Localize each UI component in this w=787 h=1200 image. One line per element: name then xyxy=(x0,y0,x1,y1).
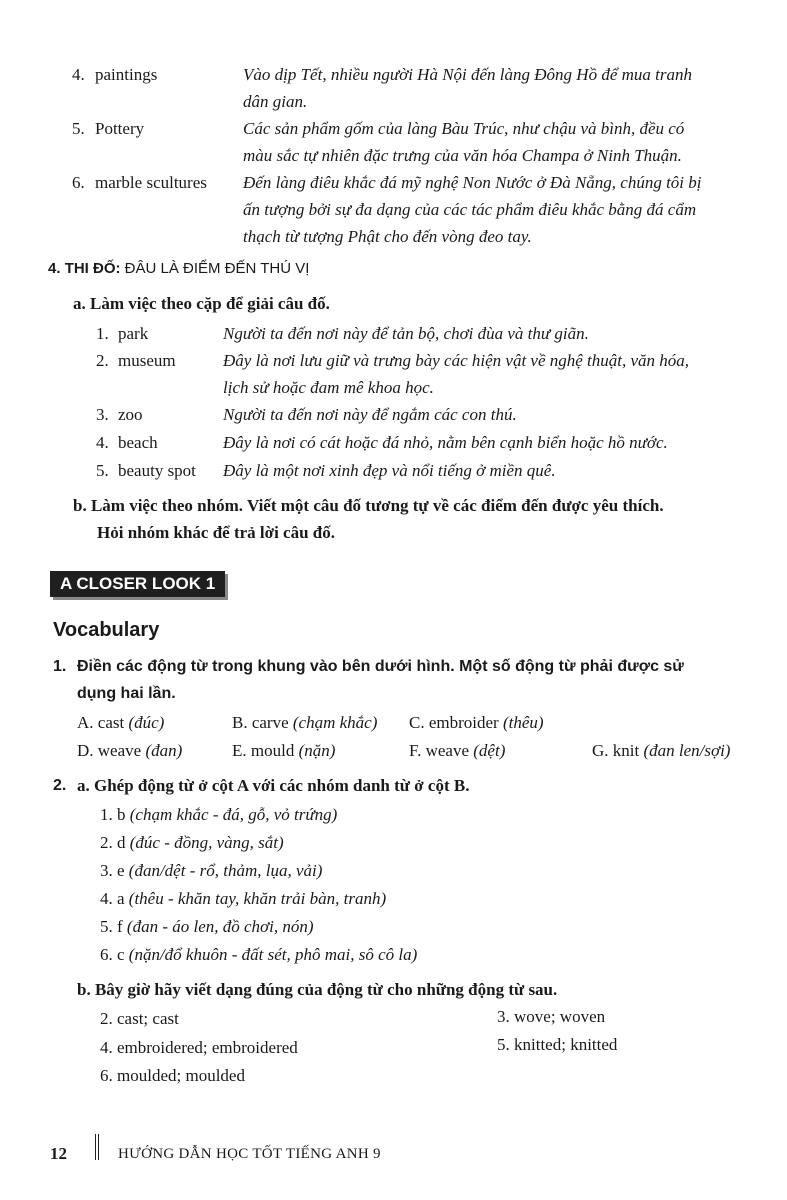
answer-item: 4. embroidered; embroidered xyxy=(100,1038,298,1057)
list-item-english: beauty spot xyxy=(118,461,196,480)
list-item-number: 2. xyxy=(96,351,109,370)
list-item-number: 4. xyxy=(96,433,109,452)
answer-item: 1. b (chạm khắc - đá, gỗ, vỏ trứng) xyxy=(100,805,338,824)
list-item-vietnamese: Các sản phẩm gốm của làng Bàu Trúc, như chậu và bình, đều có xyxy=(243,119,685,138)
section-4-heading xyxy=(48,258,309,280)
task-a-instruction: a. Làm việc theo cặp để giải câu đố. xyxy=(73,294,330,313)
answer-item: 2. cast; cast xyxy=(100,1009,179,1028)
answer-item: B. carve (chạm khắc) xyxy=(232,713,378,732)
answer-item: 5. knitted; knitted xyxy=(497,1035,618,1054)
list-item-vietnamese: Đây là nơi lưu giữ và trưng bày các hiện vật về nghệ thuật, văn hóa, xyxy=(223,351,690,370)
list-item-vietnamese: màu sắc tự nhiên đặc trưng của văn hóa Champa ở Ninh Thuận. xyxy=(243,146,682,165)
list-item-vietnamese: ấn tượng bởi sự đa dạng của các tác phẩm điêu khắc bằng đá cẩm xyxy=(243,200,697,219)
section-number: 4. xyxy=(48,260,61,277)
task-2-number: 2. xyxy=(53,777,67,794)
list-item-number: 3. xyxy=(96,405,109,424)
list-item-english: museum xyxy=(118,351,176,370)
answer-item: 2. d (đúc - đồng, vàng, sắt) xyxy=(100,833,284,852)
list-item-english: zoo xyxy=(118,405,143,424)
task-b-instruction-cont: Hỏi nhóm khác để trả lời câu đố. xyxy=(97,523,335,542)
list-item-vietnamese: lịch sử hoặc đam mê khoa học. xyxy=(223,378,434,397)
list-item-vietnamese: Người ta đến nơi này để tản bộ, chơi đùa và thư giãn. xyxy=(223,324,589,343)
list-item-vietnamese: thạch từ tượng Phật cho đến vòng đeo tay. xyxy=(243,227,532,246)
list-item-number: 1. xyxy=(96,324,109,343)
answer-item: 5. f (đan - áo len, đồ chơi, nón) xyxy=(100,917,314,936)
task-1-number: 1. xyxy=(53,658,67,675)
answer-item: 3. wove; woven xyxy=(497,1007,606,1026)
list-item-english: paintings xyxy=(95,65,158,84)
vocabulary-heading: Vocabulary xyxy=(53,619,160,641)
answer-item: 6. moulded; moulded xyxy=(100,1066,245,1085)
list-item-number: 5. xyxy=(96,461,109,480)
section-label-bold: THI ĐỐ: xyxy=(64,260,121,277)
page-number: 12 xyxy=(50,1144,67,1163)
answer-item: C. embroider (thêu) xyxy=(409,713,544,732)
list-item-english: marble scultures xyxy=(95,173,207,192)
task-b-instruction: b. Làm việc theo nhóm. Viết một câu đố tương tự về các điểm đến được yêu thích. xyxy=(73,496,664,515)
task-2a-instruction: a. Ghép động từ ở cột A với các nhóm danh từ ở cột B. xyxy=(77,776,470,795)
list-item-vietnamese: Đây là nơi có cát hoặc đá nhỏ, nằm bên cạnh biển hoặc hồ nước. xyxy=(223,433,668,452)
task-2b-instruction: b. Bây giờ hãy viết dạng đúng của động từ cho những động từ sau. xyxy=(77,980,558,999)
book-title: HƯỚNG DẪN HỌC TỐT TIẾNG ANH 9 xyxy=(118,1146,381,1162)
answer-item: D. weave (đan) xyxy=(77,741,183,760)
section-badge: A CLOSER LOOK 1 xyxy=(50,571,225,597)
answer-item: A. cast (đúc) xyxy=(77,713,165,732)
list-item-vietnamese: dân gian. xyxy=(243,92,308,111)
list-item-number: 6. xyxy=(72,173,85,192)
answer-item: 6. c (nặn/đổ khuôn - đất sét, phô mai, sô cô la) xyxy=(100,945,418,964)
list-item-english: beach xyxy=(118,433,158,452)
answer-item: E. mould (nặn) xyxy=(232,741,336,760)
list-item-english: park xyxy=(118,324,149,343)
list-item-vietnamese: Đây là một nơi xinh đẹp và nổi tiếng ở miền quê. xyxy=(223,461,556,480)
footer-divider xyxy=(95,1134,99,1160)
list-item-number: 4. xyxy=(72,65,85,84)
list-item-english: Pottery xyxy=(95,119,145,138)
task-1-instruction: Điền các động từ trong khung vào bên dưới hình. Một số động từ phải được sử xyxy=(77,658,684,675)
section-label-rest: ĐÂU LÀ ĐIỂM ĐẾN THÚ VỊ xyxy=(120,260,310,277)
answer-item: G. knit (đan len/sợi) xyxy=(592,741,731,760)
list-item-number: 5. xyxy=(72,119,85,138)
task-1-instruction-cont: dụng hai lần. xyxy=(77,685,176,702)
answer-item: 4. a (thêu - khăn tay, khăn trải bàn, tranh) xyxy=(100,889,387,908)
list-item-vietnamese: Vào dịp Tết, nhiều người Hà Nội đến làng Đông Hồ để mua tranh xyxy=(243,65,692,84)
answer-item: F. weave (dệt) xyxy=(409,741,506,760)
list-item-vietnamese: Người ta đến nơi này để ngắm các con thú. xyxy=(223,405,517,424)
answer-item: 3. e (đan/dệt - rổ, thảm, lụa, vải) xyxy=(100,861,323,880)
list-item-vietnamese: Đến làng điêu khắc đá mỹ nghệ Non Nước ở Đà Nẵng, chúng tôi bị xyxy=(243,173,702,192)
